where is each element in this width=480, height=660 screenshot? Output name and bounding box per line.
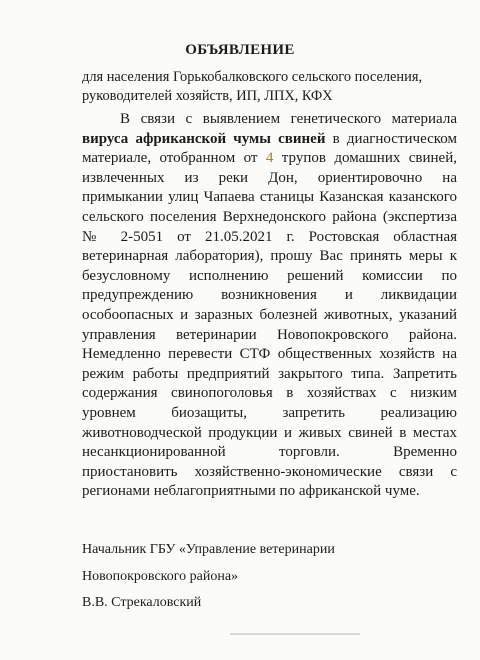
body-text-intro: В связи с выявлением генетического материала <box>120 111 457 127</box>
audience-line-1: для населения Горькобалковского сельского поселения, <box>82 69 423 85</box>
body-text-part-3: трупов домашних свиней, извлеченных из реки Дон, ориентировочно на примыкании улиц Чапаева станицы Казанская казанского сельского поселения Верхнедонского района (экспертиза № 2-5051 от 21.05.2021 г. Ростовская областная ветеринарная лаборатория), прошу Вас принять меры к безусловному исполнению решений комиссии по предупреждению возникновения и ликвидации особоопасных и заразных болезней животных, указаний управления ветеринарии Новопокровского района. Немедленно перевести СТФ общественных хозяйств на режим работы предприятий закрытого типа. Запретить содержания свинопоголовья в хозяйствах с низким уровнем биозащиты, запретить реализацию животноводческой продукции и живых свиней в местах несанкционированной торговли. Временно приостановить хозяйственно-экономические связи с регионами неблагоприятными по африканской чуме. <box>82 150 457 500</box>
signature-position-line-1: Начальник ГБУ «Управление ветеринарии <box>82 542 335 557</box>
signature-name: В.В. Стрекаловский <box>82 595 202 610</box>
body-paragraph <box>82 110 457 502</box>
audience-block <box>82 68 462 106</box>
body-text-part-2: в диагностическом материале, отобранном от <box>82 130 457 167</box>
signature-position-line-2: Новопокровского района» <box>82 569 239 584</box>
scan-artifact <box>230 633 360 635</box>
document-title: ОБЪЯВЛЕНИЕ <box>185 42 295 58</box>
carcass-count: 4 <box>265 150 274 167</box>
virus-name-bold: вируса африканской чумы свиней <box>82 130 326 147</box>
audience-line-2: руководителей хозяйств, ИП, ЛПХ, КФХ <box>82 88 333 104</box>
